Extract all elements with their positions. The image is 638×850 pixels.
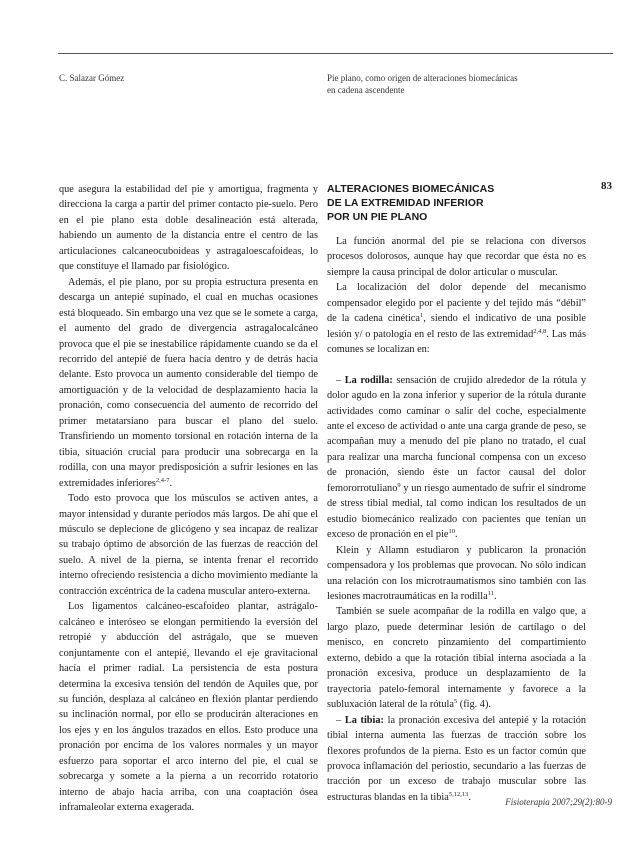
paragraph: Todo esto provoca que los músculos se activen antes, a mayor intensidad y durante períodos más largos. De ahí que el músculo se deplecione de glicógeno y sea incapaz de realizar su trabajo óptimo de absorción de las fuerzas de reacción del suelo. A nivel de la pierna, se intenta frenar el recorrido interno ofreciendo resistencia a dicho movimiento mediante la contracción excéntrica de la cadena muscular antero-externa. (59, 493, 318, 597)
running-head-title (327, 72, 557, 96)
list-item-tibia: – La tibia: la pronación excesiva del antepié y la rotación tibial interna aumenta las fuerzas de tracción sobre los flexores profundos de la pierna. Esto es un factor común que provoca inflamación del periostio, secundario a las fuerzas de tracción por un exceso de trabajo muscular sobre las estructuras blandas en la tibia$^{5,12,13}$. (327, 714, 586, 803)
right-column (327, 182, 586, 805)
list-item-rodilla: – La rodilla: sensación de crujido alrededor de la rótula y dolor agudo en la zona inferior y superior de la rótula durante actividades como caminar o salir del coche, especialmente ante el exceso de actividad o ante una carga grande de peso, se acompañan muy a menudo del pie plano no tratado, el cual para realizar una marcha funcional compensa con un exceso de pronación, siendo éste un factor causal del dolor femororrotuliano$^9$ y un riesgo aumentado de sufrir el síndrome de stress tibial medial, tal como indican los resultados de un estudio biomecánico realizado con pacientes que tenían un exceso de pronación en el pie$^{10}$. (327, 374, 586, 541)
running-head-title-line2: en cadena ascendente (327, 85, 405, 95)
journal-citation: Fisioterapia 2007;29(2):80-9 (505, 797, 612, 807)
paragraph: que asegura la estabilidad del pie y amortigua, fragmenta y direcciona la carga a partir del primer contacto pie-suelo. Pero en el pie plano esta doble desalineación está alterada, habiendo un aumento de la distancia entre el centro de las articulaciones calcaneocuboideas y astragaloescafoideas, lo que constituye el llamado par fisiológico. (59, 184, 318, 273)
header-rule (58, 53, 613, 54)
running-head-title-line1: Pie plano, como origen de alteraciones biomecánicas (327, 73, 518, 83)
running-head-author: C. Salazar Gómez (59, 73, 125, 83)
section-heading: ALTERACIONES BIOMECÁNICAS DE LA EXTREMIDAD INFERIOR POR UN PIE PLANO (327, 183, 495, 223)
left-column (59, 182, 318, 816)
paragraph: También se suele acompañar de la rodilla en valgo que, a largo plazo, puede determinar lesión de cartílago o del menisco, en concreto pinzamiento del compartimiento externo, debido a que la rotación tibial interna asociada a la pronación excesiva, produce un desplazamiento de la trayectoria patelo-femoral internamente y favorece a la subluxación lateral de la rótula$^5$ (fig. 4). (327, 606, 586, 711)
paragraph: Los ligamentos calcáneo-escafoideo plantar, astrágalo-calcáneo e interóseo se elongan permitiendo la eversión del retropié y abducción del astrágalo, que se mueven conjuntamente con el antepié, llevando el eje gravitacional hacía el primer radial. La persistencia de esta postura determina la excesiva tensión del tendón de Aquiles que, por su función, desplaza al calcáneo en flexión plantar perdiendo su inclinación normal, por ello se producirán alteraciones en los ejes y en los ángulos trazados en ellos. Esto produce una pronación por encima de los valores normales y un mayor esfuerzo para soportar el arco interno del pie, el cual se sobrecarga y somete a la pierna a un recorrido rotatorio interno de abajo hacia arriba, con una coaptación ósea inframaleolar externa exagerada. (59, 601, 318, 814)
paragraph: Klein y Allamn estudiaron y publicaron la pronación compensadora y los problemas que provocan. No sólo indican una relación con los microtraumatismos sino también con las lesiones macrotraumáticas en la rodilla$^{11}$. (327, 544, 586, 602)
page-number: 83 (601, 180, 612, 192)
paragraph: Además, el pie plano, por su propia estructura presenta en descarga un antepié supinado, el cual en muchas ocasiones está bloqueado. Sin embargo una vez que se le somete a carga, el aumento del grado de divergencia astragalocalcáneo provoca que el pie se inestabilice rápidamente cuando se da el recorrido del antepié de fuera hacía dentro y de detrás hacia delante. Esto provoca un aumento considerable del tiempo de amortiguación y de la velocidad de desplazamiento hacia la pronación, como consecuencia del aumento de recorrido del primer metatarsiano para buscar el plano del suelo. Transfiriendo un momento torsional en rotación interna de la tibia, situación crucial para producir una sobrecarga en la rodilla, con una mayor predisposición a sufrir lesiones en las extremidades inferiores$^{2,4-7}$. (59, 276, 318, 489)
paragraph: La función anormal del pie se relaciona con diversos procesos dolorosos, aunque hay que recordar que ésta no es siempre la causa principal de dolor articular o muscular. (327, 236, 586, 278)
paragraph: La localización del dolor depende del mecanismo compensador elegido por el paciente y del tejido más “débil” de la cadena cinética$^1$, siendo el indicativo de una posible lesión y/ o patología en el resto de las extremidad$^{2,4,8}$. Las más comunes se localizan en: (327, 282, 587, 356)
